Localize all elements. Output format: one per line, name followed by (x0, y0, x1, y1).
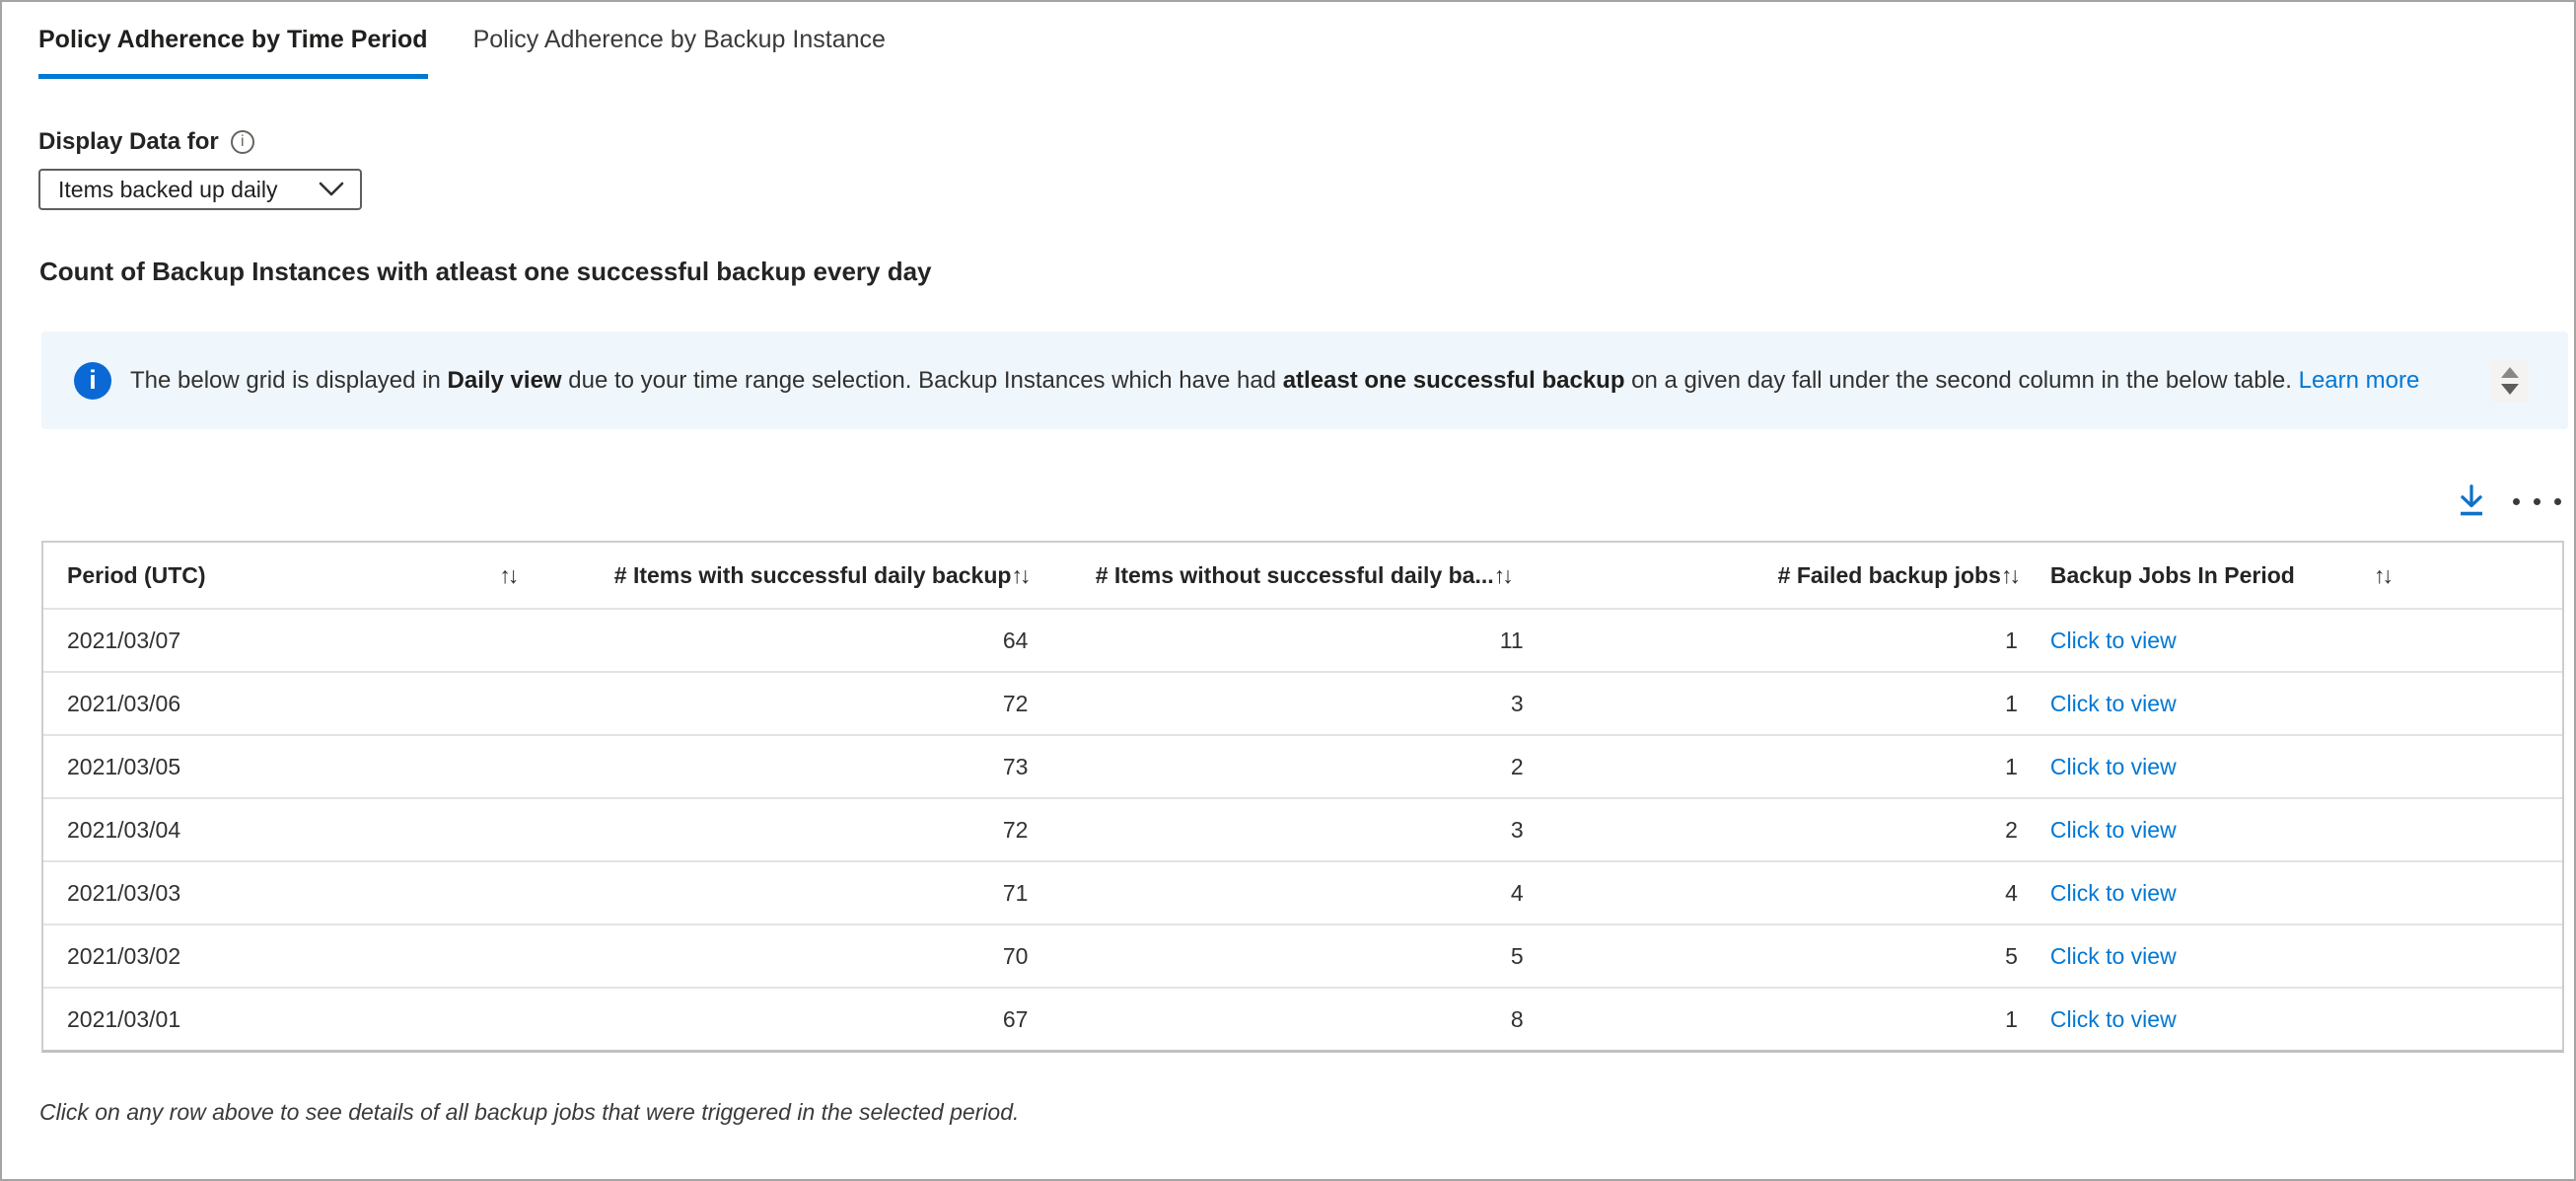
items-with-backup-cell: 71 (1002, 879, 1029, 906)
more-options-button[interactable] (2515, 480, 2558, 523)
sort-icon[interactable]: ↑↓ (2000, 561, 2018, 588)
items-without-backup-cell: 2 (1510, 753, 1524, 779)
column-header-period[interactable] (43, 562, 555, 589)
download-button[interactable] (2450, 480, 2493, 523)
display-data-dropdown[interactable] (38, 169, 362, 210)
column-header-label: Backup Jobs In Period (2049, 561, 2295, 588)
click-to-view-link[interactable]: Click to view (2049, 690, 2177, 716)
period-cell: 2021/03/01 (67, 1005, 181, 1032)
learn-more-link[interactable]: Learn more (2298, 366, 2420, 394)
items-with-backup-cell: 67 (1002, 1005, 1029, 1032)
failed-jobs-cell: 1 (2005, 627, 2018, 653)
items-with-backup-cell: 73 (1002, 753, 1029, 779)
table-row[interactable] (43, 923, 2562, 987)
collapse-up-icon (2501, 367, 2519, 378)
column-header-label: # Items without successful daily ba... (1095, 561, 1494, 588)
table-row[interactable] (43, 797, 2562, 860)
items-without-backup-cell: 11 (1499, 627, 1524, 653)
period-cell: 2021/03/02 (67, 942, 181, 969)
period-cell: 2021/03/03 (67, 879, 181, 906)
collapse-down-icon (2501, 384, 2519, 395)
sort-icon[interactable]: ↑↓ (1493, 561, 1511, 588)
period-cell: 2021/03/06 (67, 690, 181, 716)
banner-text-part: The below grid is displayed in (130, 366, 448, 394)
failed-jobs-cell: 4 (2005, 879, 2018, 906)
banner-text-part: due to your time range selection. Backup Instances which have had (561, 366, 1283, 394)
items-without-backup-cell: 3 (1510, 690, 1524, 716)
table-row[interactable] (43, 608, 2562, 671)
click-to-view-link[interactable]: Click to view (2049, 1005, 2177, 1032)
period-cell: 2021/03/04 (67, 816, 181, 843)
info-filled-icon: i (74, 362, 111, 400)
failed-jobs-cell: 1 (2005, 753, 2018, 779)
items-with-backup-cell: 64 (1002, 627, 1029, 653)
display-data-for-label: Display Data for (38, 128, 219, 155)
items-without-backup-cell: 4 (1510, 879, 1524, 906)
items-without-backup-cell: 5 (1510, 942, 1524, 969)
click-to-view-link[interactable]: Click to view (2049, 942, 2177, 969)
column-header-label: Period (UTC) (67, 561, 206, 588)
policy-adherence-table (41, 541, 2564, 1053)
items-without-backup-cell: 8 (1510, 1005, 1524, 1032)
items-with-backup-cell: 72 (1002, 816, 1029, 843)
chevron-down-icon (319, 182, 344, 197)
items-with-backup-cell: 72 (1002, 690, 1029, 716)
column-header-items-without-successful-backup[interactable] (1059, 562, 1554, 589)
click-to-view-link[interactable]: Click to view (2049, 816, 2177, 843)
column-header-items-with-successful-backup[interactable] (555, 562, 1059, 589)
tab-policy-adherence-by-time-period[interactable]: Policy Adherence by Time Period (38, 22, 428, 79)
column-header-label: # Items with successful daily backup (613, 561, 1012, 588)
banner-collapse-control[interactable] (2491, 360, 2529, 402)
failed-jobs-cell: 1 (2005, 1005, 2018, 1032)
section-heading: Count of Backup Instances with atleast one successful backup every day (39, 257, 932, 286)
sort-icon[interactable]: ↑↓ (2373, 561, 2391, 588)
banner-bold-daily-view: Daily view (447, 366, 562, 394)
column-header-backup-jobs-in-period[interactable] (2050, 562, 2562, 589)
failed-jobs-cell: 1 (2005, 690, 2018, 716)
tab-bar (38, 22, 886, 79)
table-row[interactable] (43, 987, 2562, 1050)
items-without-backup-cell: 3 (1510, 816, 1524, 843)
ellipsis-icon (2513, 498, 2561, 505)
period-cell: 2021/03/05 (67, 753, 181, 779)
failed-jobs-cell: 5 (2005, 942, 2018, 969)
column-header-label: # Failed backup jobs (1777, 561, 2001, 588)
table-header-row (43, 543, 2562, 608)
sort-icon[interactable]: ↑↓ (1011, 561, 1029, 588)
tab-policy-adherence-by-backup-instance[interactable]: Policy Adherence by Backup Instance (472, 26, 886, 53)
info-banner (41, 332, 2568, 429)
click-to-view-link[interactable]: Click to view (2049, 879, 2177, 906)
click-to-view-link[interactable]: Click to view (2049, 753, 2177, 779)
sort-icon[interactable]: ↑↓ (499, 561, 517, 588)
download-icon (2453, 482, 2490, 520)
dropdown-selected-value: Items backed up daily (58, 176, 278, 202)
table-row[interactable] (43, 860, 2562, 923)
display-data-for-row (38, 128, 254, 156)
items-with-backup-cell: 70 (1002, 942, 1029, 969)
footer-note: Click on any row above to see details of all backup jobs that were triggered in the selected period. (39, 1099, 1020, 1125)
period-cell: 2021/03/07 (67, 627, 181, 653)
grid-toolbar (2450, 480, 2558, 523)
column-header-failed-backup-jobs[interactable] (1555, 562, 2050, 589)
click-to-view-link[interactable]: Click to view (2049, 627, 2177, 653)
table-row[interactable] (43, 734, 2562, 797)
failed-jobs-cell: 2 (2005, 816, 2018, 843)
info-icon[interactable]: i (231, 130, 254, 154)
banner-bold-successful-backup: atleast one successful backup (1282, 366, 1625, 394)
banner-text (130, 367, 2419, 395)
table-row[interactable] (43, 671, 2562, 734)
banner-text-part: on a given day fall under the second column in the below table. (1624, 366, 2299, 394)
